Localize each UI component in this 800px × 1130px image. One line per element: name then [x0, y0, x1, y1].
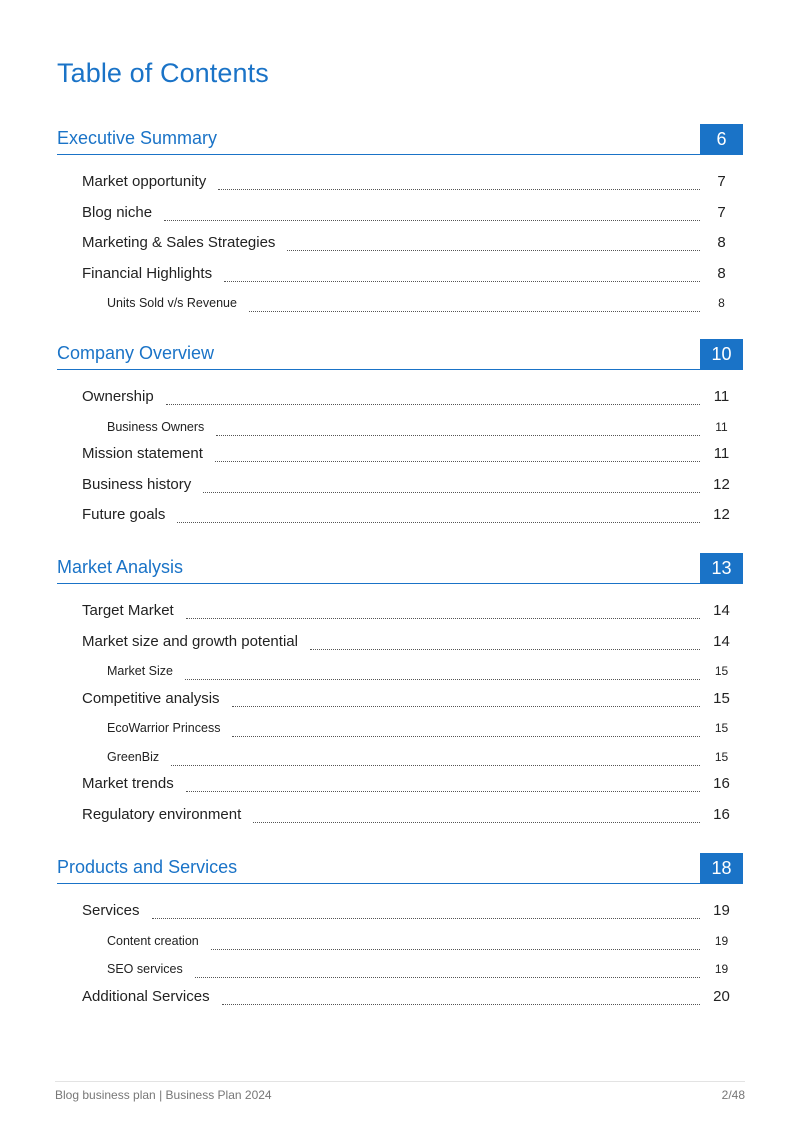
- dot-leader: [166, 404, 700, 405]
- toc-subentry[interactable]: [57, 748, 743, 770]
- section-header[interactable]: [57, 339, 743, 370]
- dot-leader: [186, 618, 700, 619]
- entry-page-number: 8: [717, 234, 726, 251]
- toc-entry[interactable]: [57, 444, 743, 466]
- dot-leader: [164, 220, 700, 221]
- entry-page-number: 7: [717, 203, 726, 221]
- entry-label: GreenBiz: [107, 749, 160, 764]
- toc-entry[interactable]: [57, 601, 743, 623]
- entry-label: Target Market: [82, 602, 174, 619]
- dot-leader: [216, 435, 700, 436]
- entry-page-number: 16: [713, 775, 730, 792]
- entry-page-number: 19: [714, 962, 729, 976]
- toc-entry[interactable]: [57, 505, 743, 527]
- entry-label: Marketing & Sales Strategies: [82, 234, 276, 251]
- entry-label: Regulatory environment: [82, 805, 242, 823]
- entry-page-number: 8: [718, 296, 725, 310]
- dot-leader: [203, 492, 700, 493]
- section-title: Products and Services: [57, 857, 238, 877]
- entry-page-number: 19: [713, 902, 730, 919]
- entry-label: Additional Services: [82, 987, 210, 1005]
- dot-leader: [222, 1004, 700, 1005]
- footer-document-title: Blog business plan | Business Plan 2024: [55, 1088, 272, 1102]
- toc-entry[interactable]: [57, 172, 743, 194]
- entry-label: Market trends: [82, 775, 174, 792]
- entry-page-number: 11: [713, 445, 730, 462]
- entry-label: Units Sold v/s Revenue: [107, 296, 237, 310]
- dot-leader: [249, 311, 700, 312]
- toc-section: [57, 339, 743, 523]
- toc-subentry[interactable]: [57, 662, 743, 684]
- dot-leader: [232, 706, 700, 707]
- entry-label: SEO services: [107, 962, 183, 976]
- entry-page-number: 12: [713, 475, 730, 493]
- section-page-number: 13: [700, 553, 743, 584]
- toc-subentry[interactable]: [57, 960, 743, 982]
- dot-leader: [287, 250, 700, 251]
- entry-page-number: 15: [713, 689, 730, 707]
- entry-page-number: 12: [713, 506, 730, 523]
- toc-entry[interactable]: [57, 901, 743, 923]
- toc-entry[interactable]: [57, 203, 743, 225]
- section-title: Market Analysis: [57, 557, 184, 577]
- entry-page-number: 14: [713, 602, 730, 619]
- entry-page-number: 15: [714, 664, 729, 678]
- entry-label: EcoWarrior Princess: [107, 721, 221, 735]
- entry-page-number: 11: [715, 419, 728, 434]
- entry-page-number: 11: [713, 388, 730, 405]
- dot-leader: [310, 649, 700, 650]
- footer-divider: [55, 1081, 745, 1082]
- entry-label: Market opportunity: [82, 173, 207, 190]
- dot-leader: [215, 461, 700, 462]
- footer-page-number: 2/48: [721, 1088, 745, 1102]
- toc-entry[interactable]: [57, 805, 743, 827]
- section-title: Executive Summary: [57, 128, 218, 148]
- entry-page-number: 20: [713, 987, 730, 1005]
- entry-label: Ownership: [82, 388, 154, 405]
- toc-subentry[interactable]: [57, 719, 743, 741]
- toc-entry[interactable]: [57, 689, 743, 711]
- entry-label: Competitive analysis: [82, 689, 220, 707]
- toc-subentry[interactable]: [57, 932, 743, 954]
- section-page-number: 6: [700, 124, 743, 155]
- dot-leader: [152, 918, 700, 919]
- entry-label: Content creation: [107, 933, 199, 948]
- entry-label: Market Size: [107, 664, 173, 678]
- toc-entry[interactable]: [57, 987, 743, 1009]
- entry-label: Services: [82, 902, 140, 919]
- entry-page-number: 15: [714, 721, 729, 735]
- toc-section: [57, 853, 743, 1005]
- entry-page-number: 15: [714, 749, 729, 764]
- dot-leader: [177, 522, 700, 523]
- dot-leader: [211, 949, 700, 950]
- section-header[interactable]: [57, 124, 743, 155]
- toc-subentry[interactable]: [57, 294, 743, 316]
- entry-label: Mission statement: [82, 445, 203, 462]
- toc-entry[interactable]: [57, 264, 743, 286]
- dot-leader: [195, 977, 700, 978]
- entry-label: Market size and growth potential: [82, 632, 298, 650]
- section-page-number: 18: [700, 853, 743, 884]
- entry-page-number: 16: [713, 805, 730, 823]
- dot-leader: [253, 822, 700, 823]
- dot-leader: [171, 765, 700, 766]
- dot-leader: [186, 791, 700, 792]
- toc-subentry[interactable]: [57, 418, 743, 440]
- section-header[interactable]: [57, 853, 743, 884]
- toc-section: [57, 553, 743, 823]
- page-title: Table of Contents: [57, 58, 269, 88]
- entry-page-number: 14: [713, 632, 730, 650]
- toc-section: [57, 124, 743, 310]
- toc-entry[interactable]: [57, 774, 743, 796]
- toc-entry[interactable]: [57, 387, 743, 409]
- entry-label: Business history: [82, 475, 192, 493]
- toc-entry[interactable]: [57, 475, 743, 497]
- entry-label: Blog niche: [82, 203, 153, 221]
- toc-entry[interactable]: [57, 233, 743, 255]
- dot-leader: [218, 189, 700, 190]
- section-page-number: 10: [700, 339, 743, 370]
- entry-label: Business Owners: [107, 419, 205, 434]
- dot-leader: [185, 679, 700, 680]
- entry-page-number: 7: [717, 173, 726, 190]
- entry-label: Future goals: [82, 506, 166, 523]
- entry-page-number: 8: [717, 264, 726, 282]
- dot-leader: [224, 281, 700, 282]
- toc-entry[interactable]: [57, 632, 743, 654]
- section-header[interactable]: [57, 553, 743, 584]
- entry-label: Financial Highlights: [82, 264, 213, 282]
- dot-leader: [232, 736, 700, 737]
- section-title: Company Overview: [57, 343, 215, 363]
- entry-page-number: 19: [714, 933, 729, 948]
